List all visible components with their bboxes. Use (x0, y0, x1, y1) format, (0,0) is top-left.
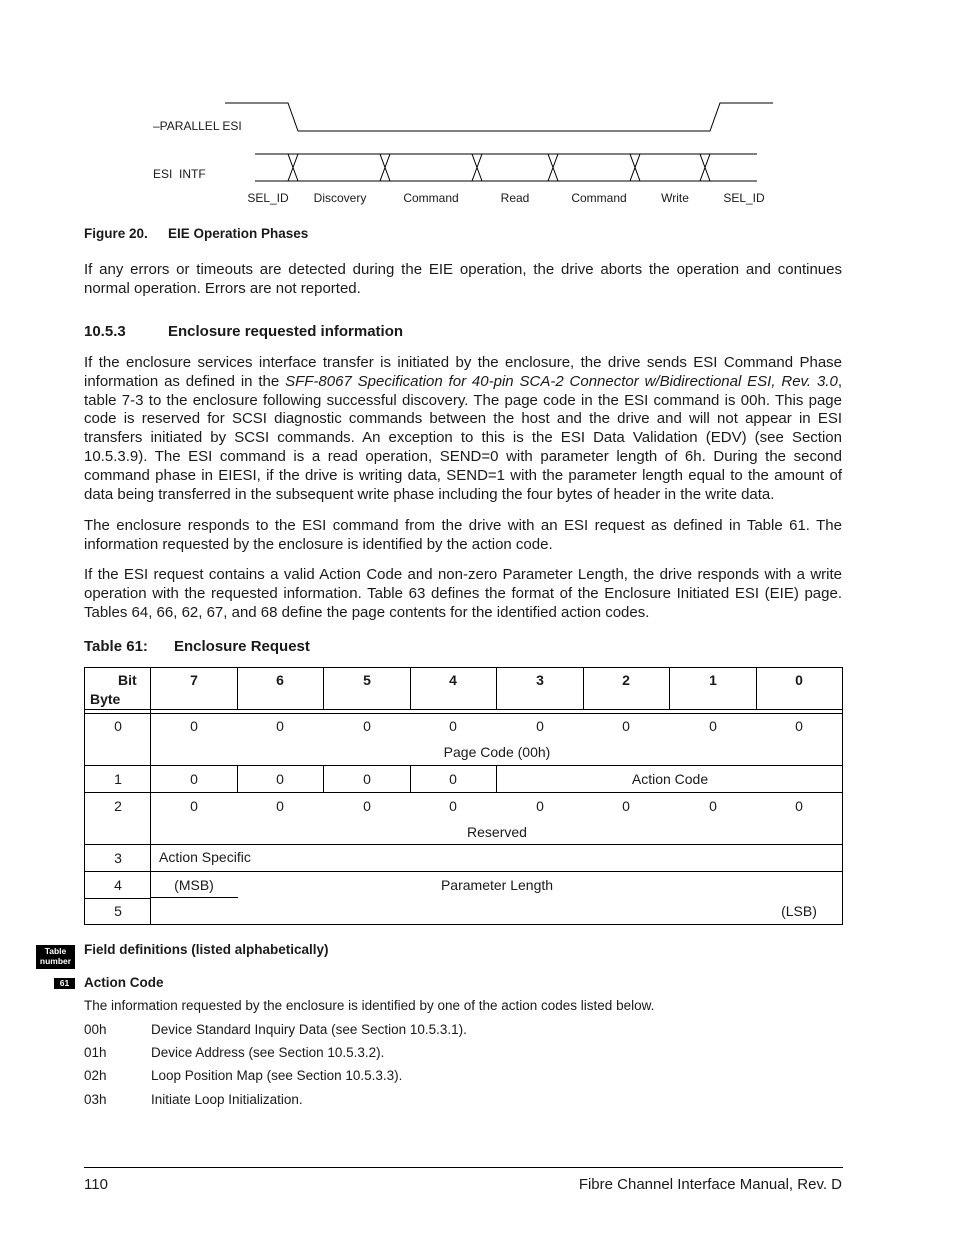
bit-value: 0 (190, 771, 198, 787)
paragraph-enclosure-response: The enclosure responds to the ESI command from the drive with an ESI request as defined in Table 61. The information requested by the enclosure is identified by the action code. (84, 517, 842, 553)
action-code-meaning: Device Standard Inquiry Data (see Section 10.5.3.1). (151, 1022, 467, 1037)
figure-caption-number: Figure 20. (84, 226, 148, 241)
header-bit: 1 (709, 672, 717, 688)
phase-label: Command (571, 191, 627, 205)
phase-label: Read (500, 191, 530, 205)
byte-number: 5 (114, 903, 122, 919)
byte-number: 4 (114, 877, 122, 893)
table-61-badge: 61 (54, 978, 75, 989)
phase-label: Discovery (313, 191, 367, 205)
table-number-badge (36, 945, 75, 969)
bit-value: 0 (276, 771, 284, 787)
bit-value: 0 (190, 798, 198, 814)
action-code-value: 03h (84, 1092, 107, 1107)
field-definitions-heading: Field definitions (listed alphabetically) (84, 942, 329, 957)
header-bit: 4 (449, 672, 457, 688)
action-code-title: Action Code (84, 975, 164, 990)
reserved-field: Reserved (467, 824, 527, 840)
paragraph-esi-request: If the ESI request contains a valid Action Code and non-zero Parameter Length, the drive responds with a write operation with the requested information. Table 63 defines the format of the Enclosure Initiated ESI (EIE) page. Tables 64, 66, 62, 67, and 68 define the page contents for the identified action codes. (84, 566, 842, 621)
bit-value: 0 (709, 798, 717, 814)
header-bit: 6 (276, 672, 284, 688)
action-code-value: 00h (84, 1022, 107, 1037)
paragraph-errors: If any errors or timeouts are detected during the EIE operation, the drive aborts the operation and continues normal operation. Errors are not reported. (84, 261, 842, 297)
page-code-field: Page Code (00h) (443, 744, 551, 760)
action-code-value: 02h (84, 1068, 107, 1083)
bit-value: 0 (536, 718, 544, 734)
action-code-meaning: Device Address (see Section 10.5.3.2). (151, 1045, 385, 1060)
header-bit-label: Bit (118, 672, 137, 688)
figure-caption (84, 226, 308, 241)
bit-value: 0 (190, 718, 198, 734)
action-code-meaning: Loop Position Map (see Section 10.5.3.3). (151, 1068, 403, 1083)
bit-value: 0 (795, 798, 803, 814)
badge-number-text: number (39, 956, 72, 966)
byte-number: 2 (114, 798, 122, 814)
esi-intf-bottom (255, 154, 757, 181)
action-code-field: Action Code (631, 771, 709, 787)
phase-label: Write (661, 191, 689, 205)
timing-diagram (0, 0, 954, 215)
spec-reference: SFF-8067 Specification for 40-pin SCA-2 Connector w/Bidirectional ESI, Rev. 3.0 (285, 372, 838, 390)
enclosure-request-table (84, 667, 843, 925)
action-code-value: 01h (84, 1045, 107, 1060)
para2-part1: If the enclosure services interface transfer is initiated by the enclosure, the drive sends ESI Command Phase information as defined in the (84, 354, 842, 390)
bit-value: 0 (363, 798, 371, 814)
header-bit: 7 (190, 672, 198, 688)
badge-table-text: Table (44, 946, 67, 956)
header-byte-label: Byte (90, 691, 121, 707)
table-caption (84, 638, 310, 655)
section-number: 10.5.3 (84, 323, 126, 340)
bit-value: 0 (276, 718, 284, 734)
bit-value: 0 (449, 771, 457, 787)
header-bit: 2 (622, 672, 630, 688)
bit-value: 0 (622, 718, 630, 734)
msb-label: (MSB) (174, 877, 214, 893)
action-specific-field: Action Specific (159, 849, 251, 865)
bit-value: 0 (536, 798, 544, 814)
footer-rule (84, 1167, 843, 1168)
parallel-esi-waveform (225, 103, 773, 131)
para2-part2: , table 7-3 to the enclosure following successful discovery. The page code in the ESI command is 00h. This page code is reserved for SCSI diagnostic commands between the host and the drive and will not appear in ESI transfers initiated by SCSI commands. An exception to this is the ESI Data Validation (EDV) (see Section 10.5.3.9). The ESI command is a read operation, SEND=0 with parameter length of 6h. During the second command phase in EIESI, if the drive is writing data, SEND=1 with the parameter length equal to the amount of data being transferred in the subsequent write phase including the four bytes of header in the write data. (84, 372, 842, 503)
parameter-length-field: Parameter Length (440, 877, 554, 893)
esi-intf-label: ESI INTF (153, 167, 206, 181)
byte-number: 1 (114, 771, 122, 787)
table-caption-text: Enclosure Request (174, 638, 310, 655)
bit-value: 0 (449, 798, 457, 814)
header-bit: 5 (363, 672, 371, 688)
header-bit: 0 (795, 672, 803, 688)
bit-value: 0 (276, 798, 284, 814)
bit-value: 0 (363, 718, 371, 734)
bit-value: 0 (622, 798, 630, 814)
phase-label: SEL_ID (723, 191, 765, 205)
section-title: Enclosure requested information (168, 323, 404, 340)
paragraph-enclosure-transfer (84, 354, 842, 504)
page-number: 110 (84, 1176, 108, 1193)
phase-label: SEL_ID (247, 191, 289, 205)
bit-value: 0 (709, 718, 717, 734)
phase-label: Command (403, 191, 459, 205)
bit-value: 0 (795, 718, 803, 734)
lsb-label: (LSB) (781, 903, 817, 919)
figure-caption-text: EIE Operation Phases (168, 226, 309, 241)
byte-number: 0 (114, 718, 122, 734)
bit-value: 0 (363, 771, 371, 787)
manual-title: Fibre Channel Interface Manual, Rev. D (578, 1176, 842, 1193)
esi-intf-top (255, 154, 757, 181)
action-code-description: The information requested by the enclosure is identified by one of the action codes listed below. (84, 998, 655, 1013)
header-bit: 3 (536, 672, 544, 688)
bit-value: 0 (449, 718, 457, 734)
byte-number: 3 (114, 850, 122, 866)
parallel-esi-label: –PARALLEL ESI (153, 119, 242, 133)
table-caption-number: Table 61: (84, 638, 148, 655)
action-code-meaning: Initiate Loop Initialization. (151, 1092, 303, 1107)
section-heading (84, 323, 403, 340)
